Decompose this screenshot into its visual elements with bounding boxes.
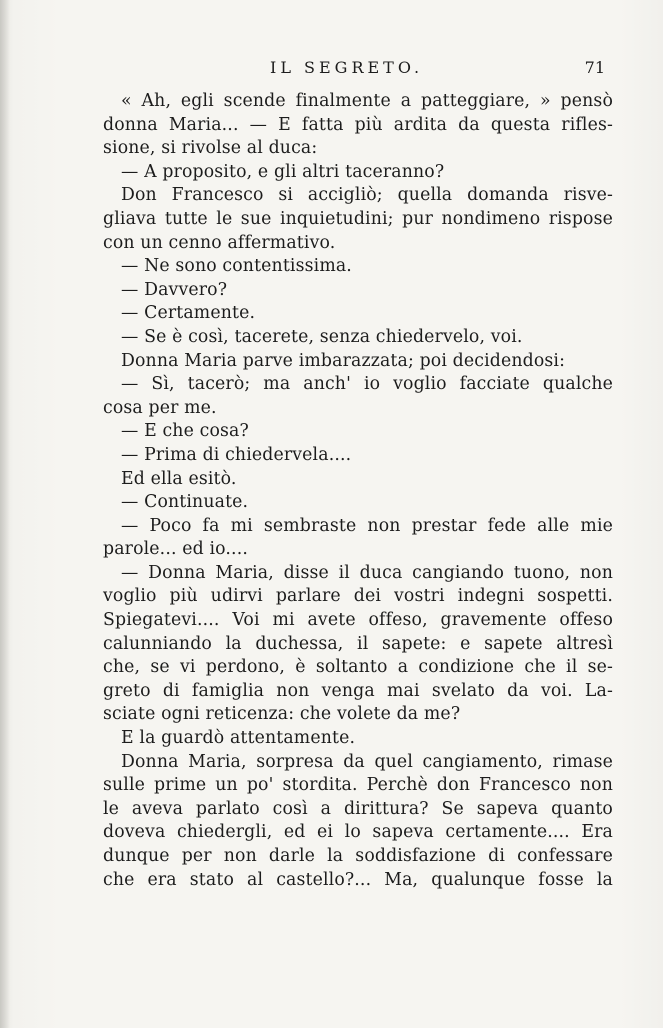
text-line: — A proposito, e gli altri taceranno?: [121, 161, 445, 182]
text-line: le aveva parlato così a dirittura? Se sapeva quanto: [103, 798, 613, 819]
text-line: calunniando la duchessa, il sapete: e sapete altresì: [103, 633, 613, 654]
text-line: Spiegatevi.... Voi mi avete offeso, gravemente offeso: [103, 610, 613, 631]
page-header: [100, 58, 605, 82]
text-line: — Prima di chiedervela....: [121, 444, 352, 465]
text-line: Donna Maria parve imbarazzata; poi decidendosi:: [121, 350, 566, 371]
text-line: donna Maria... — E fatta più ardita da questa rifles-: [103, 114, 613, 135]
text-line: con un cenno affermativo.: [103, 232, 336, 253]
text-line: che era stato al castello?... Ma, qualunque fosse la: [103, 869, 613, 890]
text-line: Donna Maria, sorpresa da quel cangiamento, rimase: [121, 751, 613, 772]
text-line: — Ne sono contentissima.: [121, 256, 352, 277]
page-number: 71: [584, 58, 605, 77]
page-gutter-shadow: [0, 0, 10, 1028]
text-line: — Donna Maria, disse il duca cangiando tuono, non: [121, 562, 613, 583]
text-line: — Sì, tacerò; ma anch' io voglio facciate qualche: [121, 374, 613, 395]
text-line: gliava tutte le sue inquietudini; pur nondimeno rispose: [103, 208, 613, 229]
text-line: — Davvero?: [121, 279, 228, 300]
text-line: sione, si rivolse al duca:: [103, 138, 318, 159]
text-line: Don Francesco si accigliò; quella domanda risve-: [121, 185, 613, 206]
text-line: E la guardò attentamente.: [121, 728, 356, 749]
text-line: cosa per me.: [103, 397, 217, 418]
text-line: che, se vi perdono, è soltanto a condizione che il se-: [103, 657, 613, 678]
text-line: Ed ella esitò.: [121, 468, 237, 489]
text-line: parole... ed io....: [103, 539, 248, 560]
running-title: IL SEGRETO.: [270, 58, 424, 77]
text-line: — E che cosa?: [121, 421, 249, 442]
text-line: doveva chiedergli, ed ei lo sapeva certamente.... Era: [103, 822, 613, 843]
text-line: « Ah, egli scende finalmente a patteggiare, » pensò: [121, 91, 613, 111]
text-line: greto di famiglia non venga mai svelato da voi. La-: [103, 680, 613, 701]
text-line: sulle prime un po' stordita. Perchè don Francesco non: [103, 775, 613, 796]
body-text: [103, 90, 613, 892]
text-line: sciate ogni reticenza: che volete da me?: [103, 704, 461, 725]
text-line: — Se è così, tacerete, senza chiedervelo, voi.: [121, 326, 523, 347]
text-line: voglio più udirvi parlare dei vostri indegni sospetti.: [103, 586, 613, 607]
text-line: — Continuate.: [121, 492, 249, 513]
text-line: dunque per non darle la soddisfazione di confessare: [103, 846, 613, 866]
text-line: — Certamente.: [121, 303, 256, 324]
text-line: — Poco fa mi sembraste non prestar fede alle mie: [121, 515, 613, 536]
